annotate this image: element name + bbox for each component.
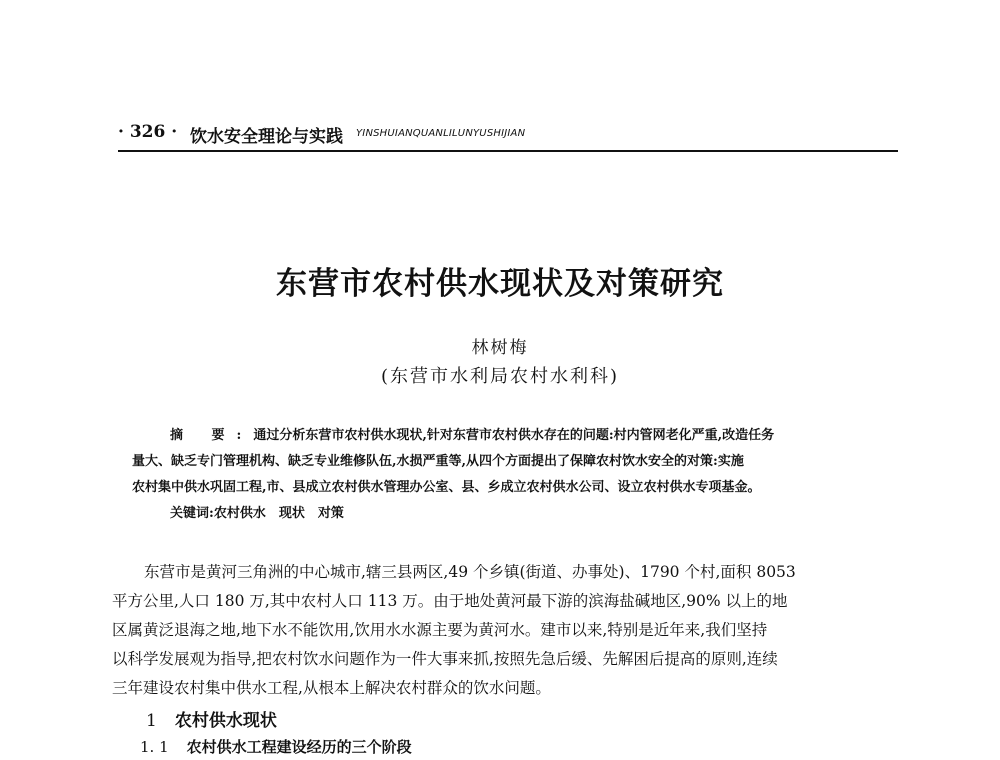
abstract-block	[132, 423, 862, 527]
abstract-line: 量大、缺乏专门管理机构、缺乏专业维修队伍,水损严重等,从四个方面提出了保障农村饮水安全的对策:实施	[132, 454, 744, 469]
section-number: 1	[146, 711, 157, 731]
keywords-label: 关键词:	[170, 506, 214, 521]
body-line: 平方公里,人口 180 万,其中农村人口 113 万。由于地处黄河最下游的滨海盐碱地区,90% 以上的地	[112, 592, 788, 610]
paper-title: 东营市农村供水现状及对策研究	[276, 266, 724, 302]
subsection-heading	[140, 736, 412, 757]
keywords-line	[132, 501, 862, 527]
section-title: 农村供水现状	[174, 711, 277, 731]
page-number: · 326 ·	[118, 122, 178, 142]
running-header	[118, 120, 898, 152]
body-line: 东营市是黄河三角洲的中心城市,辖三县两区,49 个乡镇(街道、办事处)、1790 个村,面积 8053	[144, 563, 796, 581]
body-paragraph	[112, 558, 884, 703]
author-name: 林树梅	[471, 338, 529, 358]
journal-pinyin: YINSHUIANQUANLILUNYUSHIJIAN	[356, 128, 526, 139]
subsection-number: 1. 1	[140, 738, 169, 756]
author-affiliation: (东营市水利局农村水利科)	[380, 366, 620, 387]
keywords-text: 农村供水 现状 对策	[213, 506, 344, 521]
abstract-line	[132, 423, 862, 449]
abstract-line: 农村集中供水巩固工程,市、县成立农村供水管理办公室、县、乡成立农村供水公司、设立农村供水专项基金。	[132, 480, 761, 495]
abstract-text: 通过分析东营市农村供水现状,针对东营市农村供水存在的问题:村内管网老化严重,改造任务	[253, 428, 775, 443]
subsection-title: 农村供水工程建设经历的三个阶段	[186, 738, 412, 756]
body-line: 三年建设农村集中供水工程,从根本上解决农村群众的饮水问题。	[112, 679, 551, 697]
abstract-label: 摘 要:	[170, 428, 254, 443]
section-heading	[146, 706, 277, 731]
body-line: 以科学发展观为指导,把农村饮水问题作为一件大事来抓,按照先急后缓、先解困后提高的原则,连续	[112, 650, 778, 668]
journal-title: 饮水安全理论与实践	[190, 127, 343, 147]
body-line: 区属黄泛退海之地,地下水不能饮用,饮用水水源主要为黄河水。建市以来,特别是近年来,我们坚持	[112, 621, 768, 639]
